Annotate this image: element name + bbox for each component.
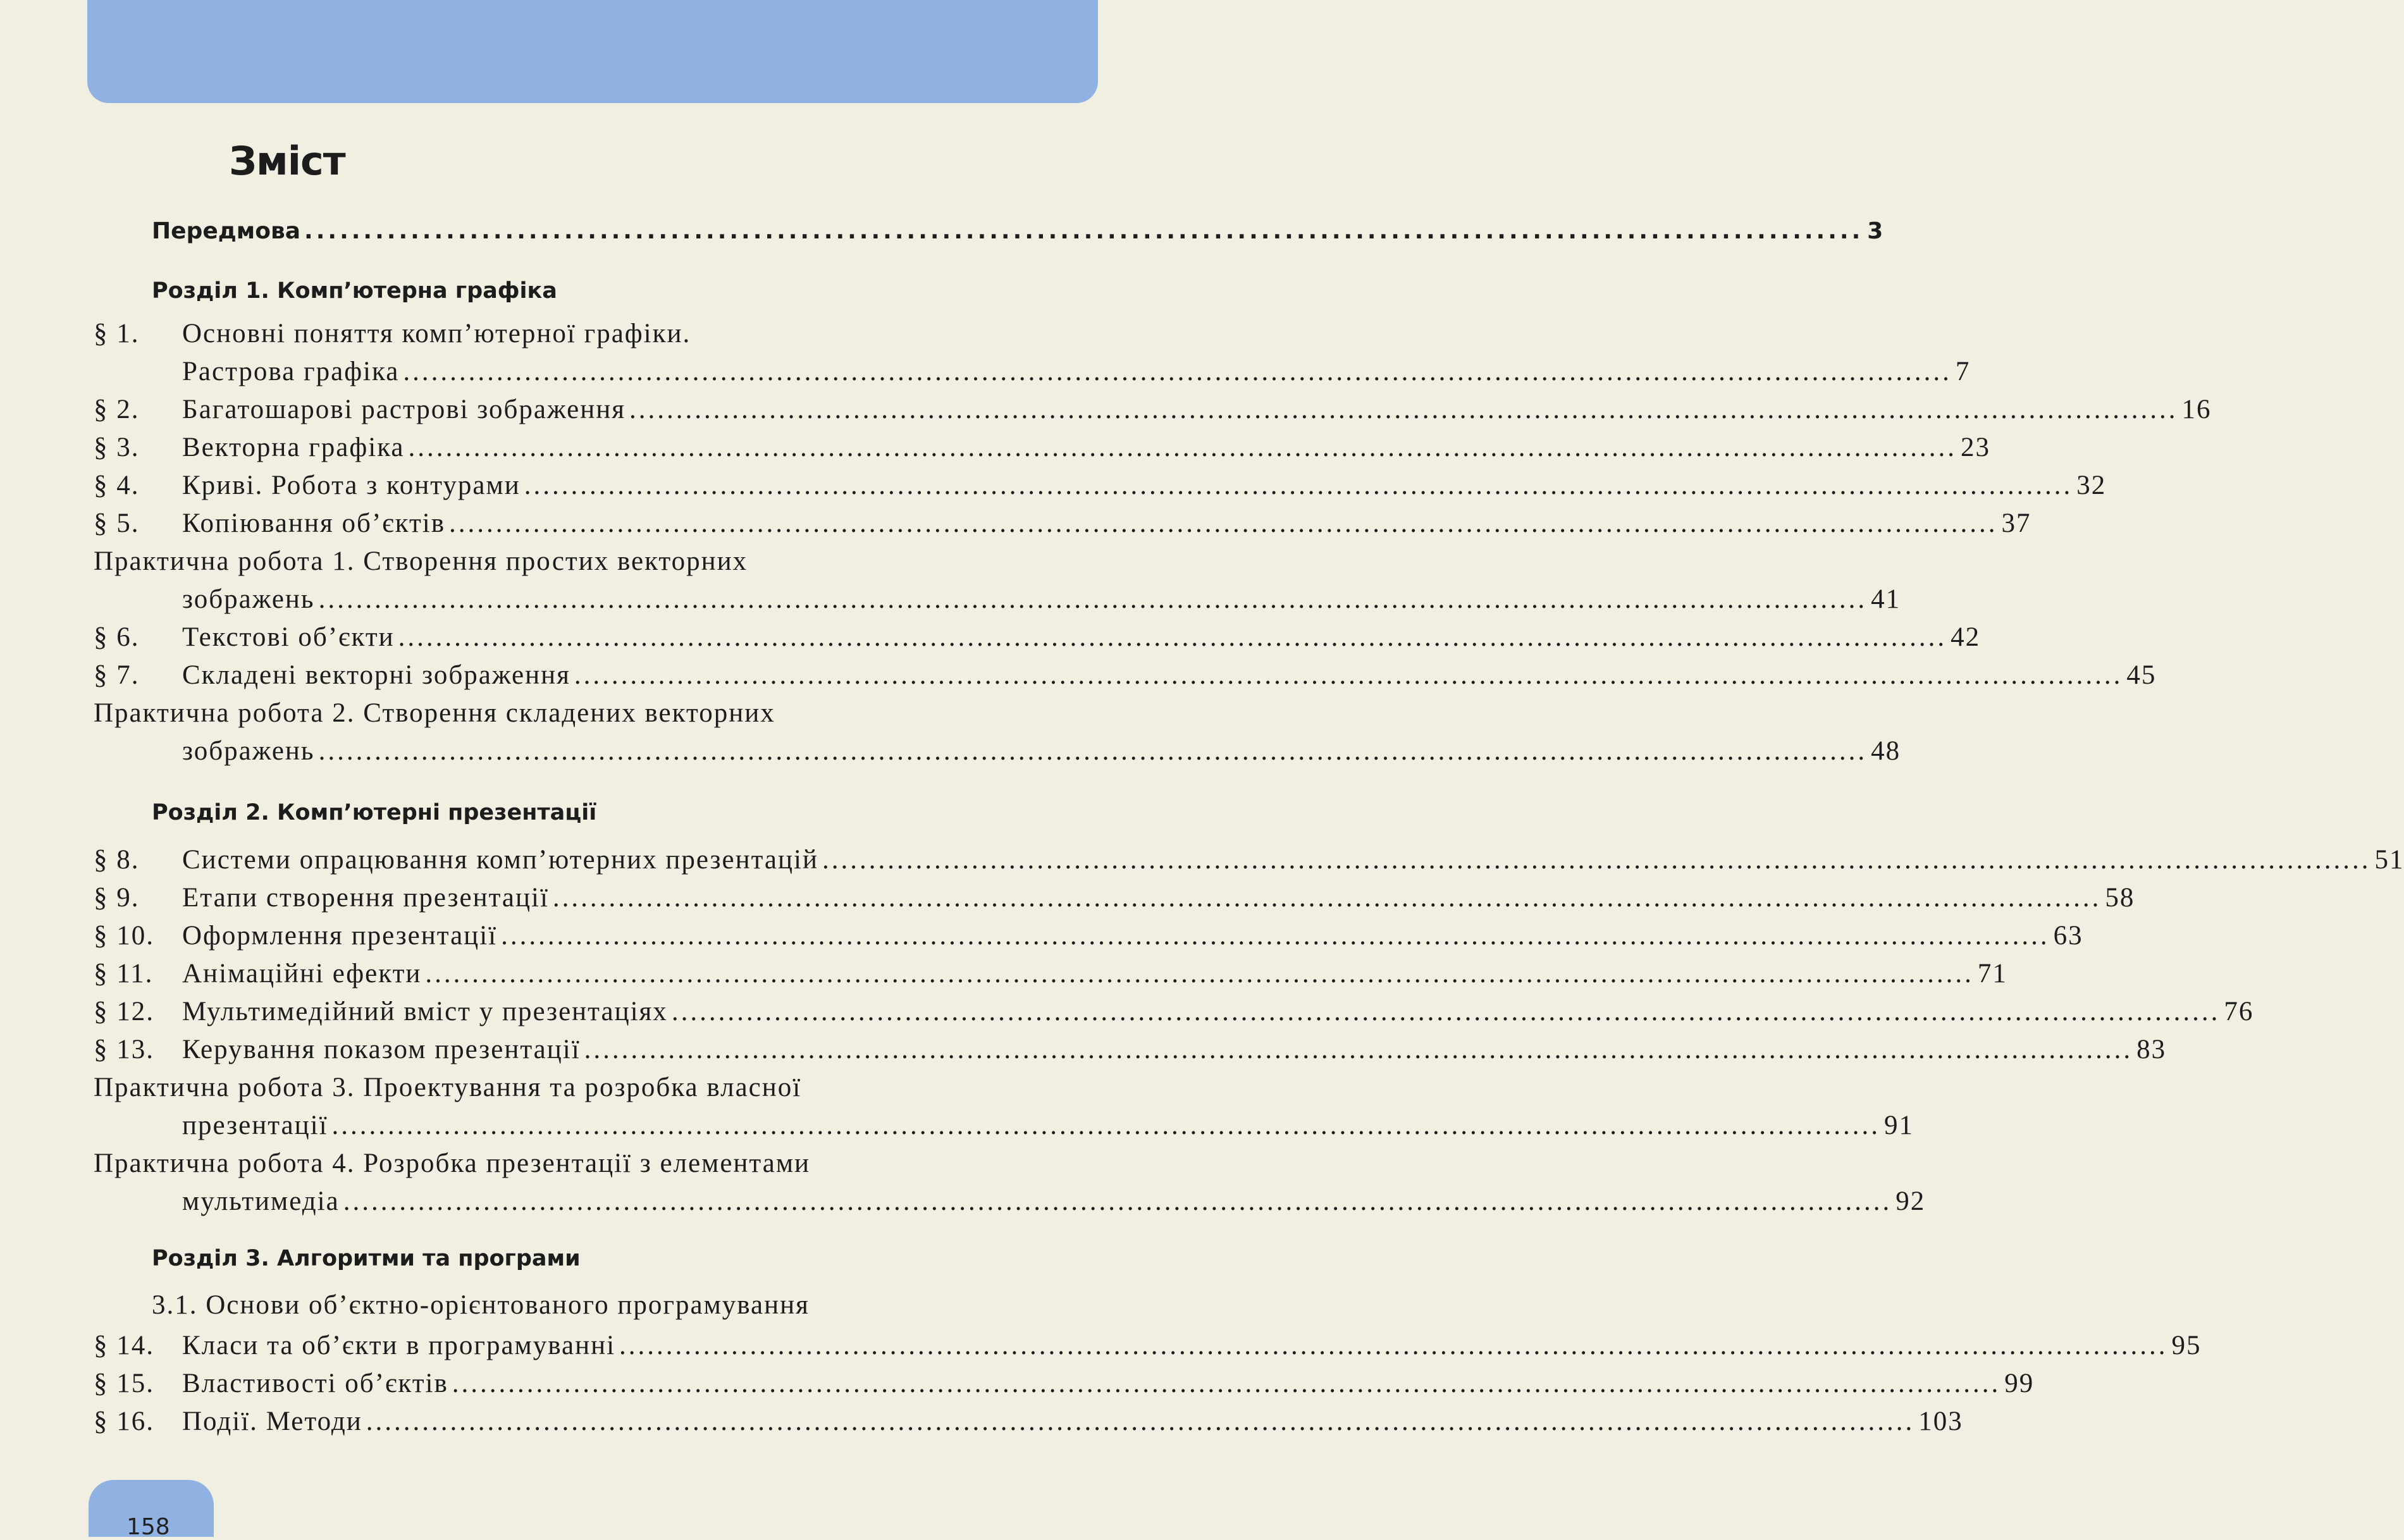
toc-entry	[94, 581, 1901, 619]
toc-entry	[94, 955, 2007, 993]
toc-entry-label: Анімаційні ефекти	[182, 959, 422, 989]
page-number: 158	[126, 1514, 170, 1540]
toc-entry-line: Практична робота 4. Розробка презентації з елементами	[94, 1149, 811, 1178]
toc-entry	[94, 467, 2107, 505]
leader-dots: ......................................................................................................................................................................	[343, 1186, 1892, 1216]
toc-entry-line: Практична робота 1. Створення простих векторних	[94, 546, 748, 576]
section-number: § 2.	[94, 395, 140, 424]
toc-entry-page: 76	[2224, 997, 2254, 1026]
leader-dots: ......................................................................................................................................................................	[671, 997, 2221, 1026]
toc-entry-label: Мультимедійний вміст у презентаціях	[182, 997, 668, 1026]
section-number: § 14.	[94, 1331, 154, 1360]
toc-entry-page: 103	[1918, 1407, 1963, 1436]
toc-entry-page: 42	[1951, 622, 1981, 652]
toc-entry-page: 45	[2126, 660, 2157, 690]
section-number: § 11.	[94, 959, 154, 989]
toc-entry-line: Практична робота 3. Проектування та розробка власної	[94, 1073, 802, 1102]
toc-entry-page: 32	[2076, 471, 2107, 500]
section-number: § 4.	[94, 471, 140, 500]
toc-entry-label: презентації	[182, 1111, 328, 1140]
toc-entry	[94, 353, 1971, 391]
toc-entry-page: 71	[1977, 959, 2007, 989]
toc-entry	[94, 1403, 1963, 1441]
leader-dots: ......................................................................................................................................................................	[398, 622, 1947, 652]
toc-entry-page: 92	[1895, 1186, 1926, 1216]
leader-dots: ......................................................................................................................................................................	[524, 471, 2073, 500]
section-number: § 16.	[94, 1407, 154, 1436]
toc-entry	[94, 732, 1901, 770]
toc-entry	[94, 1365, 2035, 1403]
toc-entry	[94, 1183, 1926, 1221]
toc-entry-label: зображень	[182, 584, 315, 614]
section-number: § 6.	[94, 622, 140, 652]
toc-entry	[94, 841, 2404, 879]
toc-entry-page: 99	[2004, 1369, 2035, 1398]
toc-entry-page: 41	[1871, 584, 1901, 614]
section-number: § 10.	[94, 921, 154, 951]
toc-entry-label: Текстові об’єкти	[182, 622, 395, 652]
toc-entry-label: Класи та об’єкти в програмуванні	[182, 1331, 616, 1360]
toc-entry	[94, 656, 2157, 694]
toc-entry	[94, 1107, 1914, 1145]
section-number: § 15.	[94, 1369, 154, 1398]
toc-entry-label: Системи опрацювання комп’ютерних презентацій	[182, 845, 818, 875]
toc-entry	[94, 505, 2031, 543]
leader-dots: ......................................................................................................................................................................	[822, 845, 2371, 875]
section-number: § 1.	[94, 319, 140, 348]
toc-entry-page: 48	[1871, 736, 1901, 766]
chapter-heading: Розділ 2. Комп’ютерні презентації	[152, 800, 597, 825]
leader-dots: ......................................................................................................................................................................	[425, 959, 1974, 989]
toc-entry-page: 95	[2171, 1331, 2202, 1360]
toc-entry	[94, 429, 1991, 467]
leader-dots: ....................................................................................................................................	[304, 218, 1864, 244]
toc-entry-label: Копіювання об’єктів	[182, 508, 446, 538]
toc-entry	[94, 391, 2212, 429]
toc-entry	[94, 993, 2254, 1031]
toc-entry-page: 23	[1961, 433, 1991, 462]
leader-dots: ......................................................................................................................................................................	[501, 921, 2050, 951]
toc-entry	[94, 1327, 2202, 1365]
toc-entry-label: Складені векторні зображення	[182, 660, 570, 690]
leader-dots: ......................................................................................................................................................................	[584, 1035, 2133, 1064]
toc-entry-label: Властивості об’єктів	[182, 1369, 448, 1398]
toc-entry-page: 3	[1867, 218, 1883, 244]
leader-dots: ......................................................................................................................................................................	[619, 1331, 2168, 1360]
toc-entry-label: Растрова графіка	[182, 357, 400, 386]
leader-dots: ......................................................................................................................................................................	[552, 883, 2102, 913]
leader-dots: ......................................................................................................................................................................	[331, 1111, 1881, 1140]
toc-entry-page: 58	[2105, 883, 2135, 913]
section-number: § 5.	[94, 508, 140, 538]
toc-entry-label: Керування показом презентації	[182, 1035, 581, 1064]
toc-entry-page: 16	[2181, 395, 2212, 424]
toc-entry-label-line1: Основні поняття комп’ютерної графіки.	[182, 319, 691, 348]
section-number: § 13.	[94, 1035, 154, 1064]
toc-entry-page: 91	[1884, 1111, 1914, 1140]
toc-entry	[94, 917, 2083, 955]
leader-dots: ......................................................................................................................................................................	[408, 433, 1957, 462]
toc-entry	[94, 879, 2135, 917]
leader-dots: ......................................................................................................................................................................	[629, 395, 2178, 424]
toc-entry-page: 37	[2001, 508, 2031, 538]
toc-entry-label: Векторна графіка	[182, 433, 405, 462]
toc-entry-label: Події. Методи	[182, 1407, 362, 1436]
toc-entry-preface	[152, 213, 1883, 250]
leader-dots: ......................................................................................................................................................................	[366, 1407, 1915, 1436]
toc-entry-line	[94, 315, 691, 353]
chapter-heading: Розділ 1. Комп’ютерна графіка	[152, 278, 557, 304]
toc-entry	[94, 619, 1981, 656]
section-number: § 3.	[94, 433, 140, 462]
toc-entry-page: 83	[2136, 1035, 2167, 1064]
leader-dots: ......................................................................................................................................................................	[452, 1369, 2001, 1398]
leader-dots: ......................................................................................................................................................................	[403, 357, 1952, 386]
section-number: § 7.	[94, 660, 140, 690]
toc-entry-line: Практична робота 2. Створення складених векторних	[94, 698, 775, 728]
toc-entry-page: 51	[2374, 845, 2404, 875]
leader-dots: ......................................................................................................................................................................	[318, 736, 1868, 766]
leader-dots: ......................................................................................................................................................................	[449, 508, 1998, 538]
leader-dots: ......................................................................................................................................................................	[318, 584, 1868, 614]
toc-entry-page: 7	[1955, 357, 1971, 386]
toc-entry-label: Оформлення презентації	[182, 921, 498, 951]
section-number: § 9.	[94, 883, 140, 913]
toc-entry-label: Передмова	[152, 218, 301, 244]
toc-entry-label: зображень	[182, 736, 315, 766]
toc-entry-label: Криві. Робота з контурами	[182, 471, 521, 500]
subsection-heading: 3.1. Основи об’єктно-орієнтованого програмування	[152, 1290, 810, 1320]
chapter-heading: Розділ 3. Алгоритми та програми	[152, 1246, 581, 1271]
toc-entry-label: Етапи створення презентації	[182, 883, 549, 913]
toc-entry-label: Багатошарові растрові зображення	[182, 395, 626, 424]
toc-entry	[94, 1031, 2167, 1069]
section-number: § 8.	[94, 845, 140, 875]
page-title: Зміст	[229, 138, 345, 184]
toc-entry-label: мультимедіа	[182, 1186, 340, 1216]
toc-entry-page: 63	[2053, 921, 2083, 951]
section-number: § 12.	[94, 997, 154, 1026]
leader-dots: ......................................................................................................................................................................	[574, 660, 2123, 690]
